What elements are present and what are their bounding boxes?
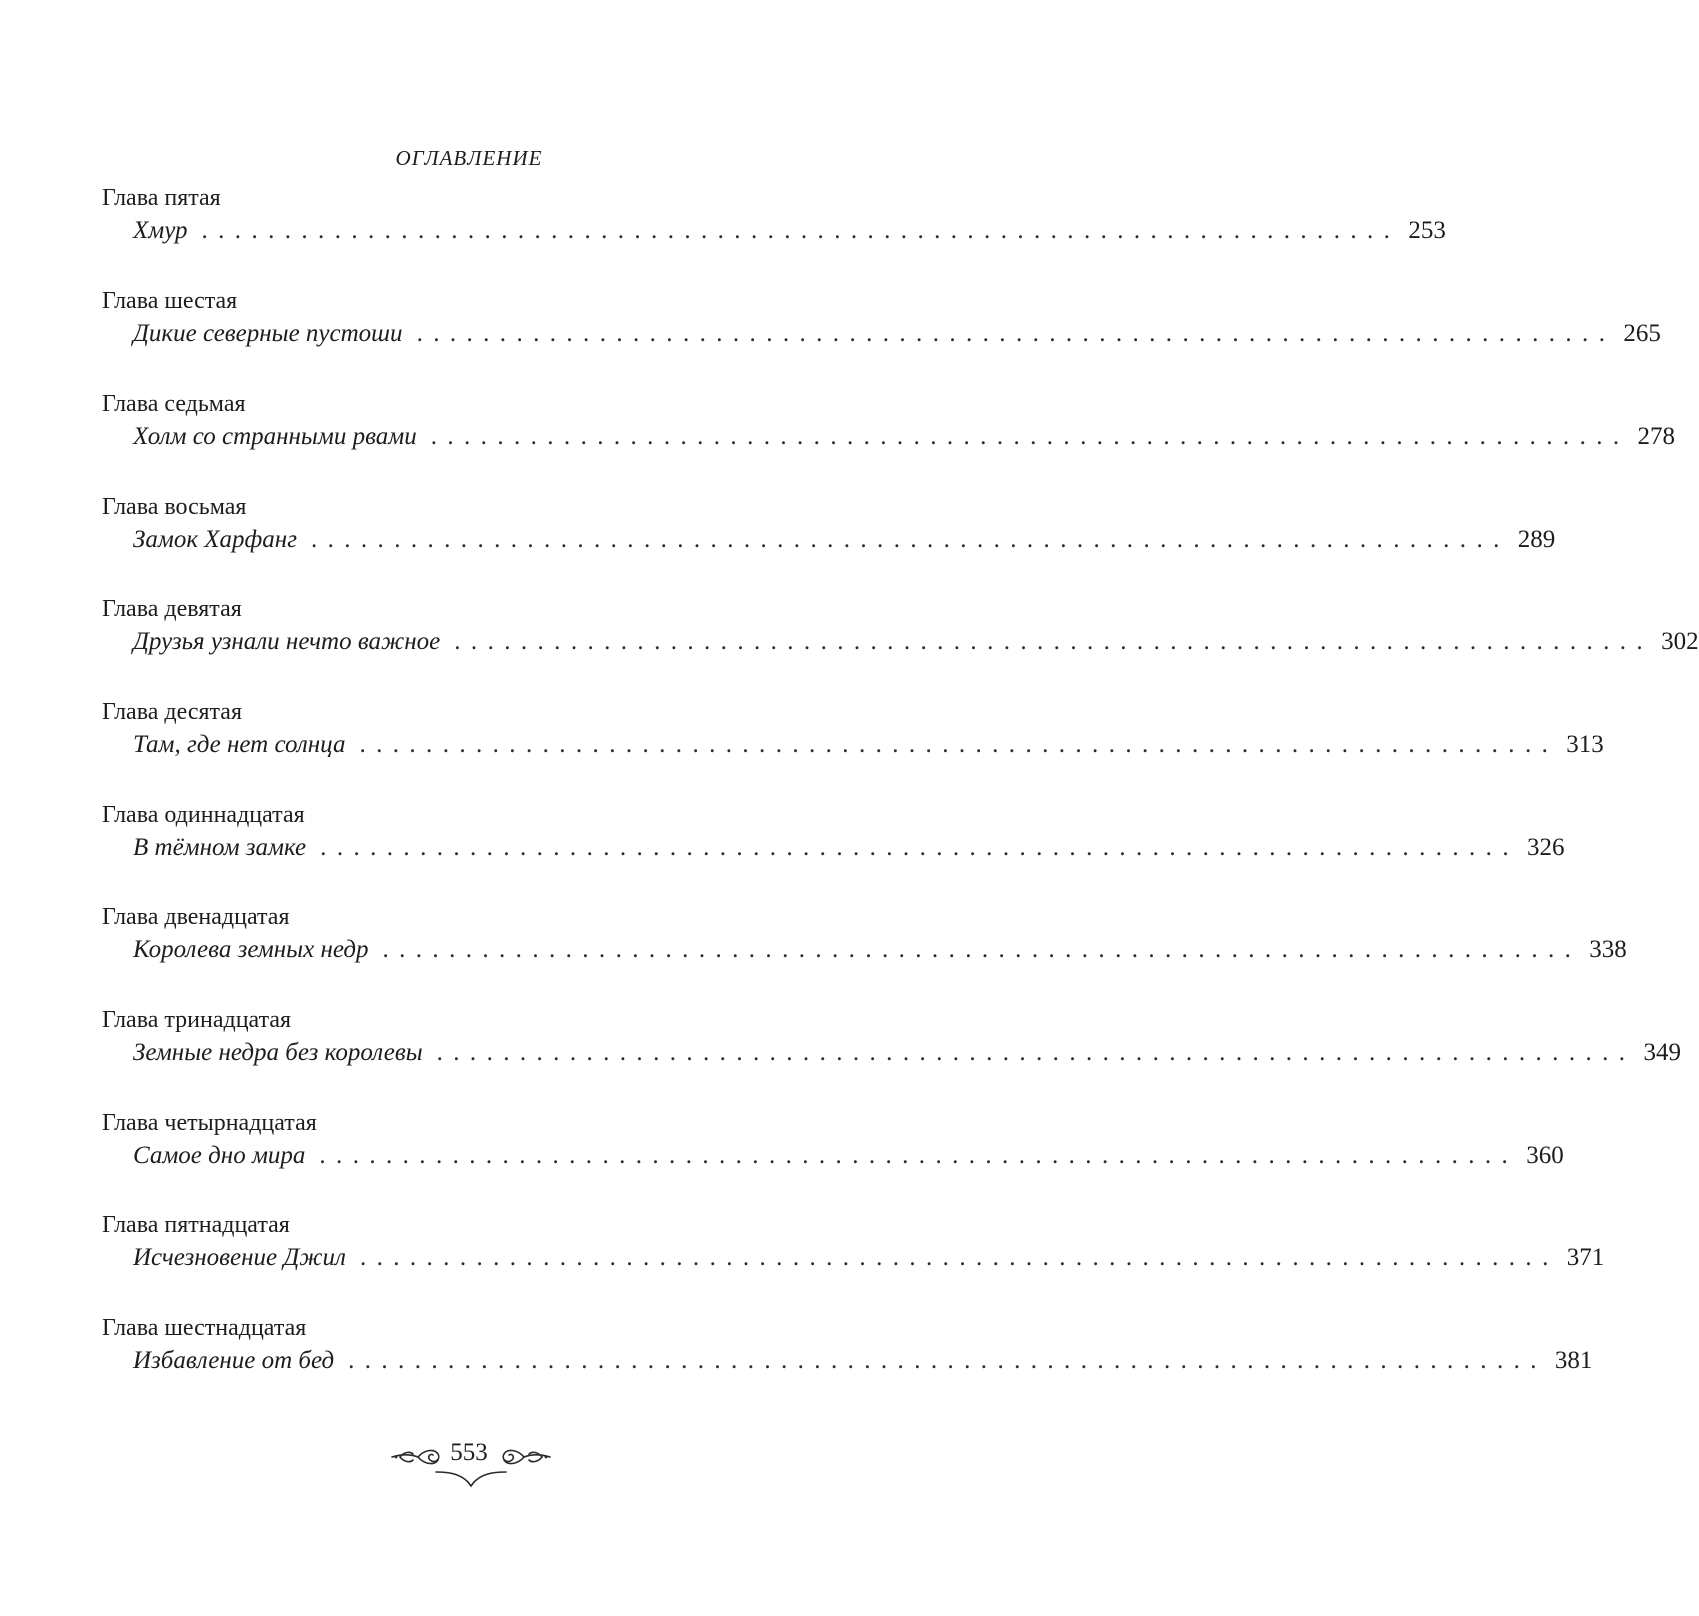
toc-title-row [102, 420, 1676, 454]
chapter-title: Королева земных недр [133, 936, 369, 963]
chapter-label: Глава девятая [102, 596, 242, 622]
page-number: 349 [1643, 1039, 1681, 1066]
toc-title-row [102, 1241, 1605, 1275]
chapter-label: Глава пятнадцатая [102, 1212, 290, 1238]
chapter-title: Друзья узнали нечто важное [133, 628, 441, 655]
running-head: ОГЛАВЛЕНИЕ [395, 146, 543, 170]
chapter-label: Глава тринадцатая [102, 1007, 292, 1033]
toc-entry [102, 594, 1699, 659]
toc-title-row [102, 728, 1604, 762]
page-number-footer: 553 [450, 1439, 488, 1466]
chapter-title: Земные недра без королевы [133, 1039, 423, 1066]
toc-title-row [102, 1036, 1681, 1070]
toc-title-row [102, 214, 1446, 248]
toc-title-row [102, 1139, 1564, 1173]
toc-entry [102, 1005, 1681, 1070]
page-number: 278 [1637, 423, 1676, 450]
chapter-title: Самое дно мира [133, 1142, 306, 1169]
page-number: 326 [1526, 834, 1565, 861]
dot-leader: ........................................................................ [436, 1039, 1636, 1066]
chapter-title: Дикие северные пустоши [133, 320, 403, 347]
chapter-title: Там, где нет солнца [133, 731, 346, 758]
chapter-title: Избавление от бед [133, 1347, 335, 1374]
chapter-label: Глава четырнадцатая [102, 1110, 317, 1136]
chapter-title: В тёмном замке [133, 834, 307, 861]
chapter-title: Исчезновение Джил [133, 1244, 346, 1271]
chapter-label: Глава шестая [102, 288, 238, 314]
dot-leader: ........................................................................ [382, 936, 1582, 963]
dot-leader: ........................................................................ [320, 834, 1519, 861]
page-number: 381 [1554, 1347, 1593, 1374]
chapter-label: Глава двенадцатая [102, 904, 290, 930]
toc-title-row [102, 317, 1661, 351]
page-number: 313 [1566, 731, 1604, 758]
dot-leader: ........................................................................ [416, 320, 1616, 347]
toc-title-row [102, 933, 1627, 967]
chapter-title: Хмур [133, 217, 188, 244]
page-number: 253 [1408, 217, 1446, 244]
page-number: 265 [1623, 320, 1661, 347]
dot-leader: ........................................................................ [319, 1142, 1519, 1169]
dot-leader: ........................................................................ [310, 526, 1510, 553]
page-number: 371 [1566, 1244, 1605, 1271]
toc-title-row [102, 831, 1565, 865]
chapter-label: Глава восьмая [102, 494, 247, 520]
toc-entry [102, 389, 1676, 454]
chapter-label: Глава седьмая [102, 391, 246, 417]
dot-leader: ........................................................................ [454, 628, 1654, 655]
folio [0, 1432, 938, 1492]
toc-title-row [102, 625, 1699, 659]
page-number: 302 [1661, 628, 1699, 655]
page-number: 338 [1589, 936, 1627, 963]
toc-entry [102, 1210, 1605, 1275]
chapter-label: Глава шестнадцатая [102, 1315, 307, 1341]
chapter-label: Глава одиннадцатая [102, 802, 305, 828]
dot-leader: ........................................................................ [359, 1244, 1559, 1271]
toc-entry [102, 286, 1661, 351]
dot-leader: ........................................................................ [430, 423, 1630, 450]
toc-entry [102, 1313, 1593, 1378]
toc-entry [102, 800, 1565, 865]
toc-entry [102, 902, 1627, 967]
toc-entry [102, 183, 1446, 248]
dot-leader: ........................................................................ [348, 1347, 1547, 1374]
chapter-title: Холм со странными рвами [133, 423, 417, 450]
toc-entry [102, 1108, 1564, 1173]
dot-leader: ........................................................................ [201, 217, 1401, 244]
toc-title-row [102, 523, 1556, 557]
toc-entry [102, 697, 1604, 762]
chapter-title: Замок Харфанг [133, 526, 297, 553]
chapter-label: Глава десятая [102, 699, 242, 725]
dot-leader: ........................................................................ [359, 731, 1559, 758]
page-number: 360 [1526, 1142, 1564, 1169]
chapter-label: Глава пятая [102, 185, 221, 211]
page-number: 289 [1517, 526, 1556, 553]
toc-title-row [102, 1344, 1593, 1378]
toc-entry [102, 492, 1556, 557]
